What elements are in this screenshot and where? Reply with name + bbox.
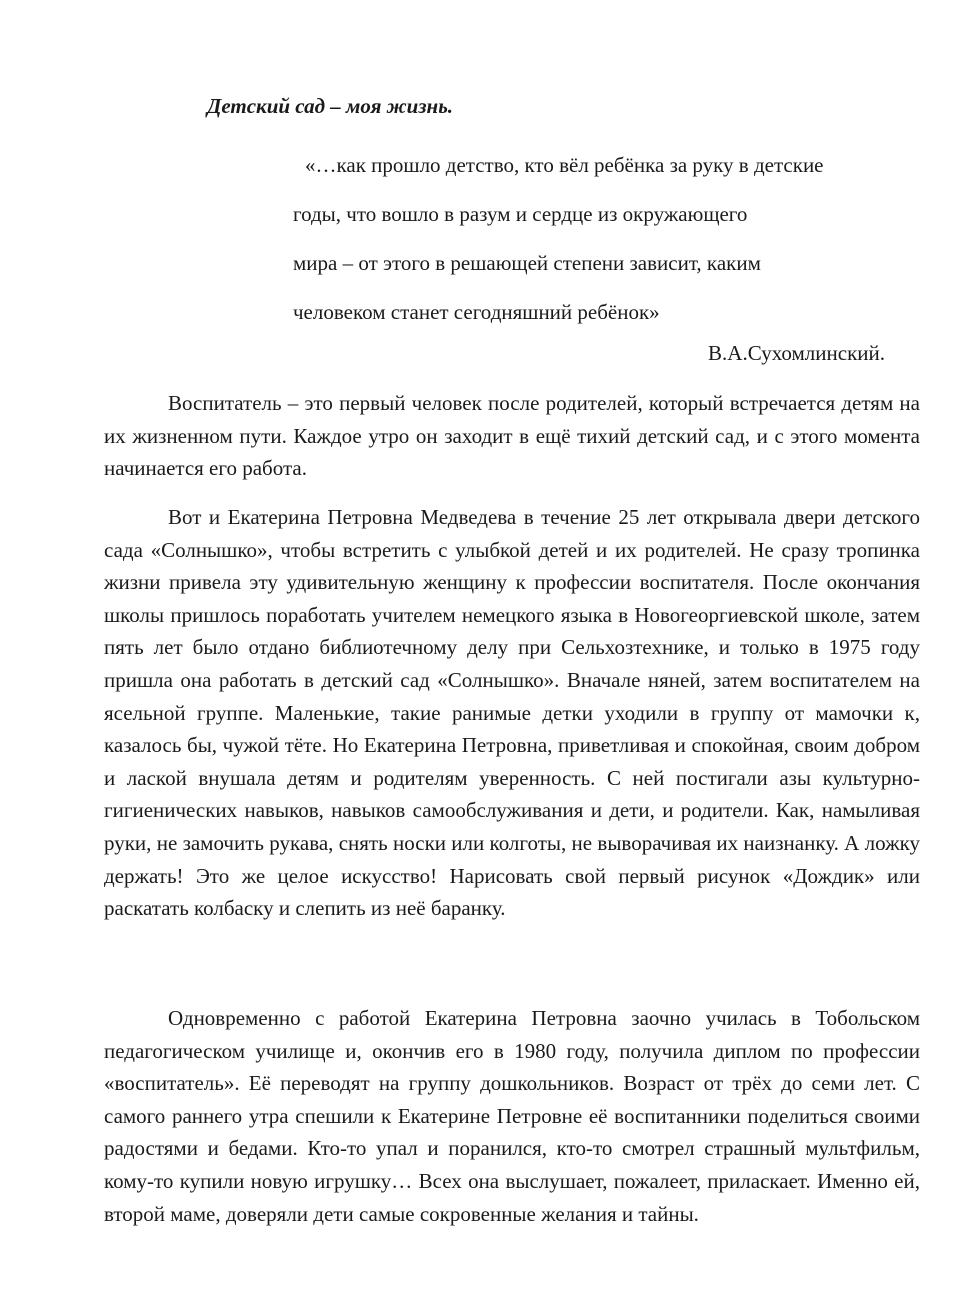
epigraph-line: человеком станет сегодняшний ребёнок» [293, 300, 660, 324]
body-paragraph: Одновременно с работой Екатерина Петровна заочно училась в Тобольском педагогическом училище и, окончив его в 1980 году, получила диплом по профессии «воспитатель». Её переводят на группу дошкольников. Возраст от трёх до семи лет. С самого раннего утра спешили к Екатерине Петровне её воспитанники поделиться своими радостями и бедами. Кто-то упал и поранился, кто-то смотрел страшный мультфильм, кому-то купили новую игрушку… Всех она выслушает, пожалеет, приласкает. Именно ей, второй маме, доверяли дети самые сокровенные желания и тайны. [104, 1006, 920, 1226]
epigraph-author: В.А.Сухомлинский. [708, 341, 885, 365]
epigraph-line: мира – от этого в решающей степени зависит, каким [293, 251, 761, 275]
document-title: Детский сад – моя жизнь. [207, 94, 454, 118]
body-paragraph: Воспитатель – это первый человек после родителей, который встречается детям на их жизненном пути. Каждое утро он заходит в ещё тихий детский сад, и с этого момента начинается его работа. [104, 391, 920, 481]
body-paragraph: Вот и Екатерина Петровна Медведева в течение 25 лет открывала двери детского сада «Солнышко», чтобы встретить с улыбкой детей и их родителей. Не сразу тропинка жизни привела эту удивительную женщину к профессии воспитателя. После окончания школы пришлось поработать учителем немецкого языка в Новогеоргиевской школе, затем пять лет было отдано библиотечному делу при Сельхозтехнике, и только в 1975 году пришла она работать в детский сад «Солнышко». Вначале няней, затем воспитателем на ясельной группе. Маленькие, такие ранимые детки уходили в группу от мамочки к, казалось бы, чужой тёте. Но Екатерина Петровна, приветливая и спокойная, своим добром и лаской внушала детям и родителям уверенность. С ней постигали азы культурно-гигиенических навыков, навыков самообслуживания и дети, и родители. Как, намыливая руки, не замочить рукава, снять носки или колготы, не выворачивая их наизнанку. А ложку держать! Это же целое искусство! Нарисовать свой первый рисунок «Дождик» или раскатать колбаску и слепить из неё баранку. [104, 505, 920, 921]
epigraph-line: годы, что вошло в разум и сердце из окружающего [293, 202, 748, 226]
epigraph [293, 141, 933, 337]
epigraph-line: «…как прошло детство, кто вёл ребёнка за руку в детские [305, 153, 824, 177]
